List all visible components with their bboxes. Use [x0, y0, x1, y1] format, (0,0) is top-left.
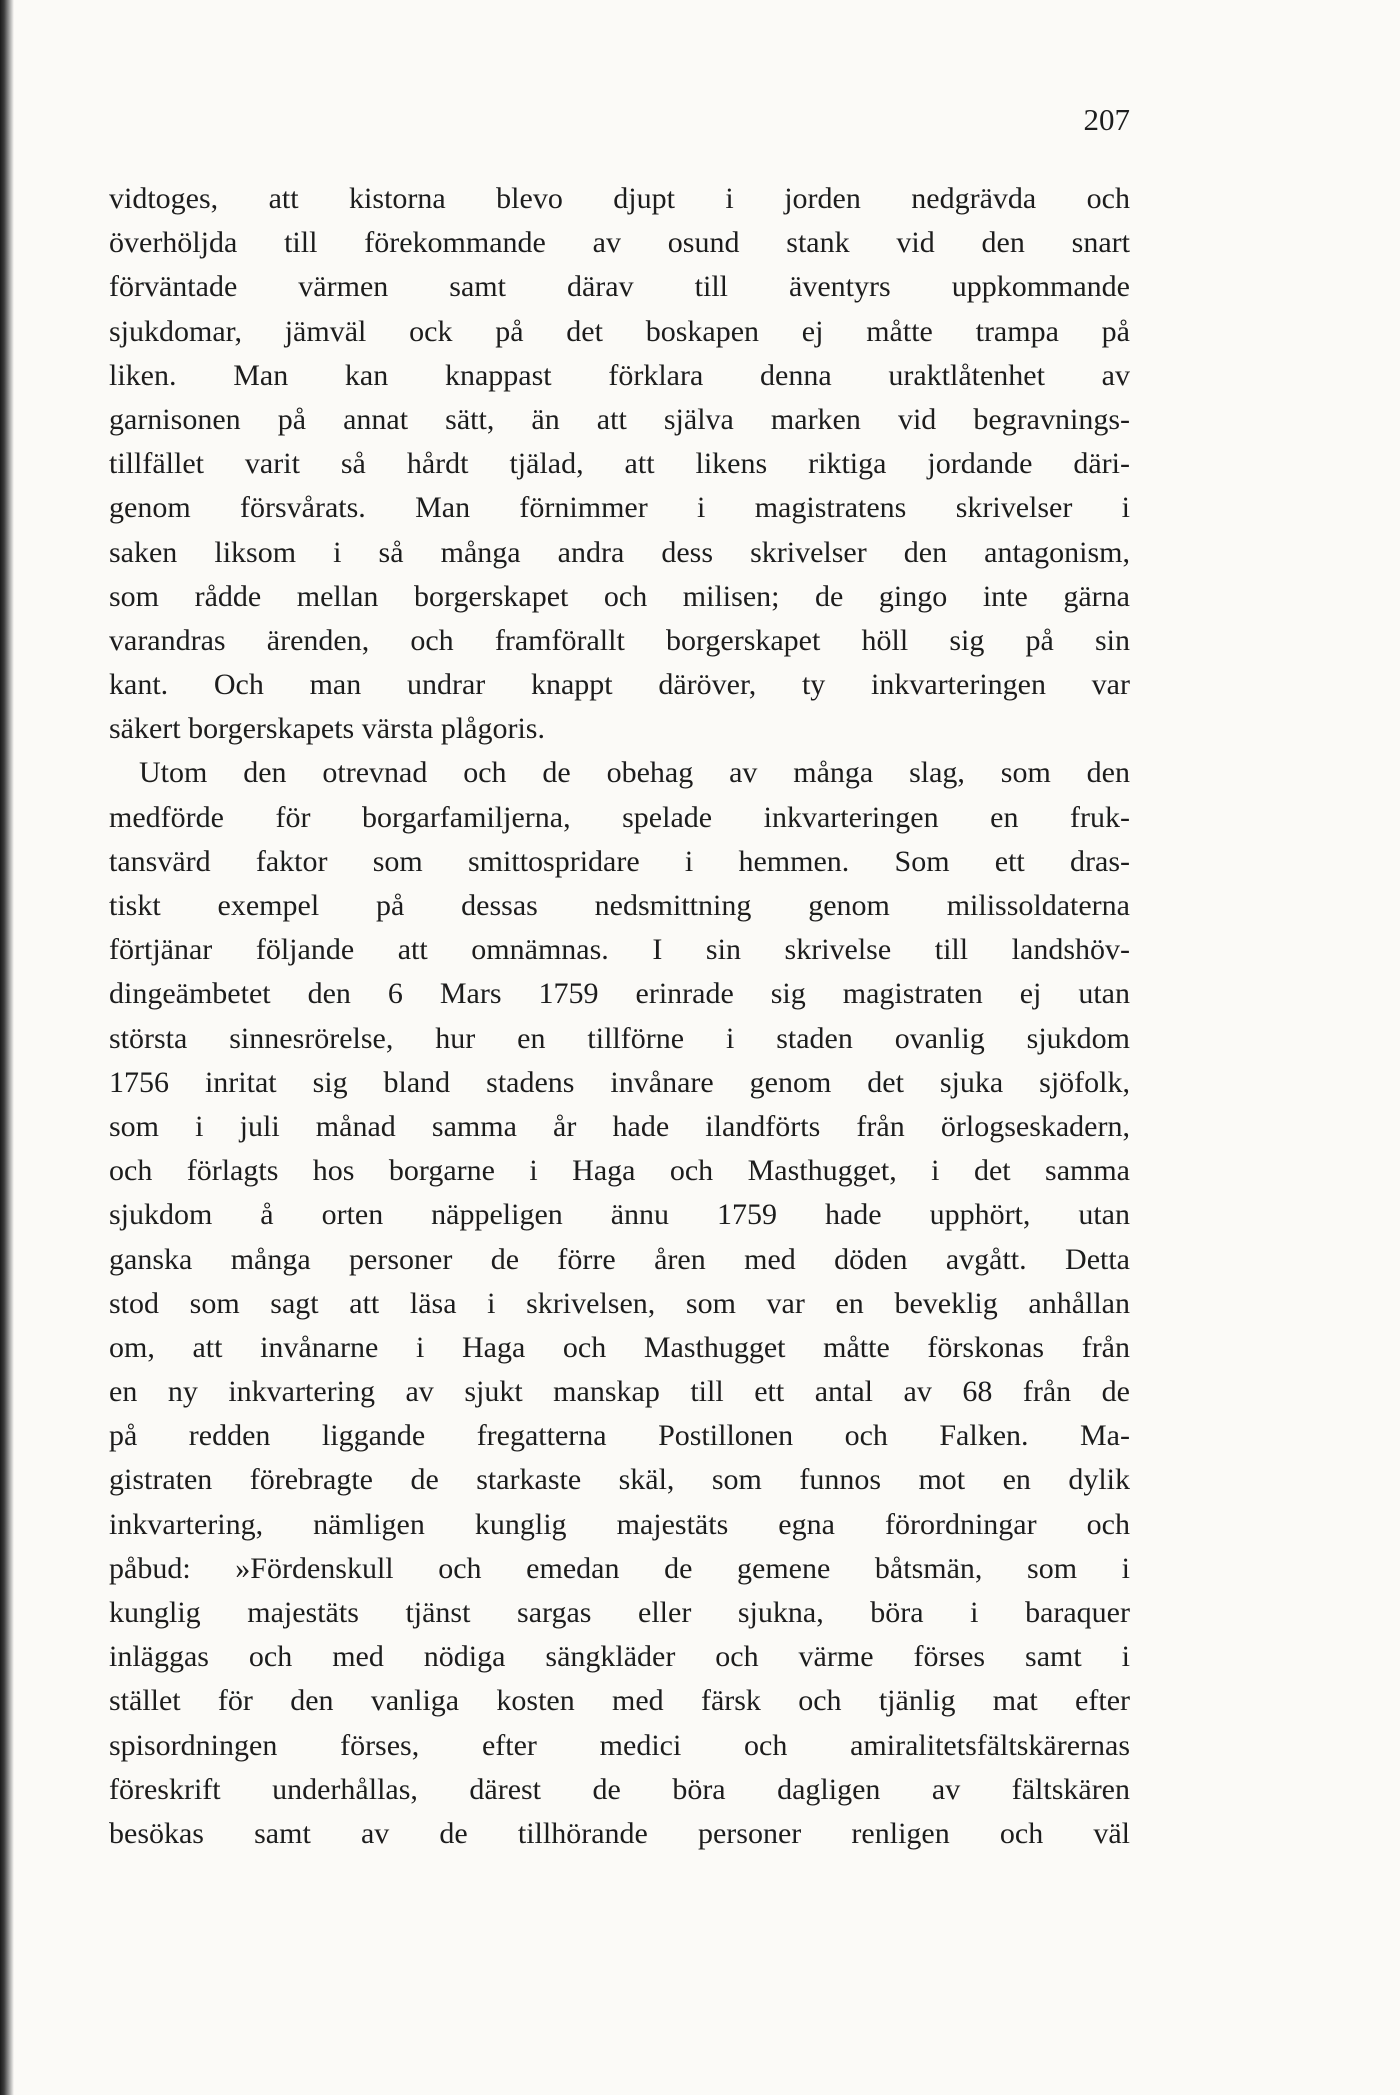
- text-line: påbud: »Fördenskull och emedan de gemene båtsmän, som i: [109, 1551, 1130, 1585]
- text-line: genom försvårats. Man förnimmer i magistratens skrivelser i: [109, 491, 1130, 525]
- text-line: tillfället varit så hårdt tjälad, att likens riktiga jordande däri-: [109, 447, 1130, 481]
- text-line: garnisonen på annat sätt, än att själva marken vid begravnings-: [109, 402, 1130, 436]
- text-line: tiskt exempel på dessas nedsmittning genom milissoldaterna: [109, 889, 1130, 922]
- text-line: vidtoges, att kistorna blevo djupt i jorden nedgrävda och: [109, 182, 1130, 215]
- text-line: saken liksom i så många andra dess skrivelser den antagonism,: [109, 535, 1130, 569]
- text-line: stod som sagt att läsa i skrivelsen, som var en beveklig anhållan: [109, 1286, 1130, 1320]
- text-line: som i juli månad samma år hade ilandförts från örlogseskadern,: [109, 1109, 1130, 1143]
- text-line: kunglig majestäts tjänst sargas eller sjukna, böra i baraquer: [109, 1596, 1130, 1629]
- text-line: förväntade värmen samt därav till äventyrs uppkommande: [109, 270, 1130, 304]
- text-line: spisordningen förses, efter medici och amiralitetsfältskärernas: [109, 1728, 1130, 1762]
- text-line: tansvärd faktor som smittospridare i hemmen. Som ett dras-: [109, 844, 1130, 878]
- text-line: varandras ärenden, och framförallt borgerskapet höll sig på sin: [109, 623, 1130, 657]
- text-line: stället för den vanliga kosten med färsk och tjänlig mat efter: [109, 1684, 1130, 1718]
- text-line: Utom den otrevnad och de obehag av många slag, som den: [139, 756, 1130, 790]
- text-line: överhöljda till förekommande av osund stank vid den snart: [109, 226, 1130, 260]
- text-line: som rådde mellan borgerskapet och milisen; de gingo inte gärna: [109, 579, 1130, 613]
- text-line: och förlagts hos borgarne i Haga och Masthugget, i det samma: [109, 1154, 1130, 1188]
- text-line: inkvartering, nämligen kunglig majestäts egna förordningar och: [109, 1507, 1130, 1541]
- text-line: inläggas och med nödiga sängkläder och värme förses samt i: [109, 1640, 1130, 1674]
- text-line: på redden liggande fregatterna Postillonen och Falken. Ma-: [109, 1419, 1130, 1453]
- text-line: sjukdom å orten näppeligen ännu 1759 hade upphört, utan: [109, 1198, 1130, 1232]
- text-line: gistraten förebragte de starkaste skäl, som funnos mot en dylik: [109, 1463, 1130, 1497]
- text-line: största sinnesrörelse, hur en tillförne i staden ovanlig sjukdom: [109, 1021, 1130, 1055]
- text-line: föreskrift underhållas, därest de böra dagligen av fältskären: [109, 1772, 1130, 1806]
- text-line: förtjänar följande att omnämnas. I sin skrivelse till landshöv-: [109, 933, 1130, 967]
- text-line: dingeämbetet den 6 Mars 1759 erinrade sig magistraten ej utan: [109, 977, 1130, 1011]
- text-line: besökas samt av de tillhörande personer renligen och väl: [109, 1816, 1130, 1850]
- text-line: ganska många personer de förre åren med döden avgått. Detta: [109, 1242, 1130, 1276]
- text-line: liken. Man kan knappast förklara denna uraktlåtenhet av: [109, 358, 1130, 392]
- page-number: 207: [1083, 102, 1130, 137]
- text-line: säkert borgerskapets värsta plågoris.: [109, 712, 545, 746]
- text-line: om, att invånarne i Haga och Masthugget måtte förskonas från: [109, 1330, 1130, 1364]
- text-line: kant. Och man undrar knappt däröver, ty inkvarteringen var: [109, 668, 1130, 702]
- text-line: en ny inkvartering av sjukt manskap till ett antal av 68 från de: [109, 1375, 1130, 1409]
- text-line: 1756 inritat sig bland stadens invånare genom det sjuka sjöfolk,: [109, 1065, 1130, 1099]
- text-line: sjukdomar, jämväl ock på det boskapen ej måtte trampa på: [109, 314, 1130, 348]
- body-text: [109, 177, 1130, 1856]
- text-line: medförde för borgarfamiljerna, spelade inkvarteringen en fruk-: [109, 800, 1130, 834]
- book-spine-shadow: [0, 0, 14, 2095]
